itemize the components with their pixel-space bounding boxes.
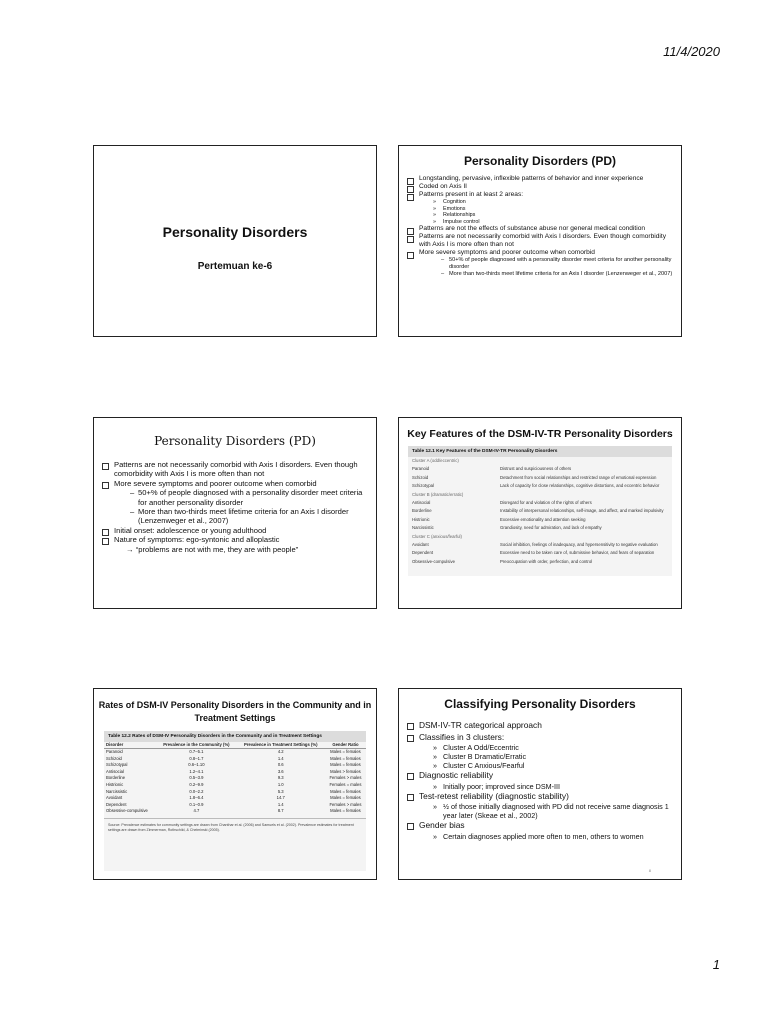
table-row xyxy=(408,457,672,465)
table-row xyxy=(104,789,366,796)
table-cell: 8.7 xyxy=(277,808,284,814)
bullet xyxy=(407,249,673,277)
disorder-name: Antisocial xyxy=(412,500,431,506)
disorder-feature xyxy=(500,491,668,499)
disorder-feature: Detachment from social relationships and restricted range of emotional expression xyxy=(500,474,657,480)
table-cell: 0.0–2.2 xyxy=(189,788,204,794)
table-row xyxy=(104,808,366,815)
table-cell: Males = females xyxy=(330,762,361,768)
table-cell: 0.5–3.9 xyxy=(189,775,204,781)
bullet-text: Test-retest reliability (diagnostic stability) xyxy=(419,790,569,801)
table-cell: Paranoid xyxy=(106,749,123,754)
table-cell: Males = females xyxy=(330,755,361,761)
table-row xyxy=(104,749,366,756)
sub-item: » Initially poor; improved since DSM-III xyxy=(433,782,673,791)
arrow-item: → “problems are not with me, they are with people” xyxy=(126,544,299,554)
rates-table xyxy=(104,731,366,871)
table-cell: Schizotypal xyxy=(106,762,128,768)
table-cell: Males = females xyxy=(330,795,361,801)
table-cell: Females > males xyxy=(329,801,362,807)
table-cell: Males = females xyxy=(330,788,361,794)
table-row xyxy=(104,782,366,789)
table-row xyxy=(408,524,672,532)
dash-item: – 50+% of people diagnosed with a personality disorder meet criteria for another personality disorder xyxy=(441,257,673,271)
disorder-name: Avoidant xyxy=(412,542,429,548)
table-cell: Schizoid xyxy=(106,755,122,761)
slide-4-heading: Key Features of the DSM-IV-TR Personality Disorders xyxy=(407,428,673,440)
table-cell: Females = males xyxy=(329,781,362,787)
slide-3-heading: Personality Disorders (PD) xyxy=(154,434,316,448)
bullet xyxy=(102,535,368,554)
disorder-feature: Distrust and suspiciousness of others xyxy=(500,466,572,472)
bullet: Patterns are not the effects of substance abuse nor general medical condition xyxy=(407,225,673,233)
table-cell: 0.8–1.7 xyxy=(189,755,204,761)
slide-2-body xyxy=(399,168,681,278)
bullet-text: More severe symptoms and poorer outcome when comorbid xyxy=(419,249,595,257)
disorder-feature: Instability of interpersonal relationships, self-image, and affect, and marked impulsivity xyxy=(500,508,664,514)
table-row xyxy=(408,533,672,541)
bullet xyxy=(407,770,673,791)
table-body xyxy=(408,457,672,566)
bullet: Longstanding, pervasive, inflexible patterns of behavior and inner experience xyxy=(407,175,673,183)
table-cell: Males = females xyxy=(330,808,361,814)
table-row xyxy=(104,802,366,809)
sub-item: » ½ of those initially diagnosed with PD did not receive same diagnosis 1 year later (Skeae et al., 2002) xyxy=(433,802,673,820)
disorder-feature: Excessive need to be taken care of, submissive behavior, and fears of separation xyxy=(500,550,655,556)
bullet xyxy=(407,732,673,771)
table-row xyxy=(408,491,672,499)
slide-footer-number: 8 xyxy=(648,868,651,873)
table-cell: Males = females xyxy=(330,749,361,754)
col-header: Prevalence in the Community (%) xyxy=(156,742,236,749)
disorder-name: Histrionic xyxy=(412,516,430,522)
table-row xyxy=(104,769,366,776)
table-row xyxy=(104,756,366,763)
disorder-feature: Lack of capacity for close relationships, cognitive distortions, and eccentric behavior xyxy=(500,483,660,489)
slide-5-rates xyxy=(93,688,377,880)
table-cell: Females > males xyxy=(329,775,362,781)
slide-2-personality-disorders xyxy=(398,145,682,337)
sub-item: » Certain diagnoses applied more often to men, others to women xyxy=(433,832,673,841)
table-cell: Histrionic xyxy=(106,781,124,787)
bullet xyxy=(407,791,673,821)
dash-item: – More than two-thirds meet lifetime criteria for an Axis I disorder (Lenzenweger et al., 2007) xyxy=(441,271,673,278)
table-row xyxy=(408,541,672,549)
table-cell: Dependent xyxy=(106,801,127,807)
dash-item: – More than two-thirds meet lifetime criteria for an Axis I disorder (Lenzenweger et al., 2007) xyxy=(130,507,368,526)
slide-4-key-features xyxy=(398,417,682,609)
table-row xyxy=(408,516,672,524)
table-cell: Borderline xyxy=(106,775,126,781)
table-caption: Table 12.1 Key Features of the DSM-IV-TR Personality Disorders xyxy=(408,446,672,457)
area-item: » Emotions xyxy=(433,206,673,213)
bullet xyxy=(407,820,673,841)
cluster-item: » Cluster A Odd/Eccentric xyxy=(433,743,673,752)
disorder-name: Cluster C (anxious/fearful) xyxy=(412,533,462,539)
table-cell: Narcissistic xyxy=(106,788,128,794)
bullet xyxy=(102,479,368,526)
key-features-table xyxy=(408,446,672,576)
table-cell: Antisocial xyxy=(106,768,124,774)
slide-1-subtitle: Pertemuan ke-6 xyxy=(197,261,273,272)
bullet-text: Gender bias xyxy=(419,820,465,830)
cluster-item: » Cluster B Dramatic/Erratic xyxy=(433,752,673,761)
table-row xyxy=(104,775,366,782)
disorder-name: Paranoid xyxy=(412,466,430,472)
disorder-feature: Social inhibition, feelings of inadequacy, and hypersensitivity to negative evaluation xyxy=(500,542,658,548)
table-row xyxy=(408,507,672,515)
bullet-text: Classifies in 3 clusters: xyxy=(419,731,505,742)
disorder-name: Borderline xyxy=(412,508,432,514)
table-cell: 14.7 xyxy=(276,795,285,801)
table-row xyxy=(408,474,672,482)
table-cell: 0.7–5.1 xyxy=(189,749,204,754)
table-cell: 4.2 xyxy=(277,749,284,754)
disorder-name: Cluster B (dramatic/erratic) xyxy=(412,491,464,497)
bullet: DSM-IV-TR categorical approach xyxy=(407,720,673,732)
table-row xyxy=(104,762,366,769)
disorder-feature: Excessive emotionality and attention seeking xyxy=(500,516,586,522)
disorder-name: Schizoid xyxy=(412,474,429,480)
slide-6-body xyxy=(399,711,681,841)
disorder-name: Cluster A (odd/eccentric) xyxy=(412,458,459,463)
table-cell: 1.8–6.4 xyxy=(189,795,204,801)
slide-3-personality-disorders xyxy=(93,417,377,609)
table-row xyxy=(408,465,672,473)
rates-grid xyxy=(104,742,366,815)
table-cell: 3.6 xyxy=(277,768,284,774)
slide-6-heading: Classifying Personality Disorders xyxy=(444,697,636,711)
area-item: » Cognition xyxy=(433,199,673,206)
table-source: Source: Prevalence estimates for community settings are drawn from Chanthar et al. (2006) and Samuels et al. (2002). Prevalence estimates for treatment settings are drawn from Zimmerman, Rothschild, & Chelminski (2005). xyxy=(104,818,366,833)
table-cell: Avoidant xyxy=(106,795,123,801)
disorder-name: Schizotypal xyxy=(412,483,434,489)
table-cell: 0.1–0.9 xyxy=(189,801,204,807)
table-row xyxy=(104,795,366,802)
slide-2-heading: Personality Disorders (PD) xyxy=(463,154,617,168)
page-number: 1 xyxy=(712,957,720,972)
bullet-text: Diagnostic reliability xyxy=(419,770,494,780)
bullet xyxy=(407,191,673,225)
slide-5-heading: Rates of DSM-IV Personality Disorders in the Community and in Treatment Settings xyxy=(98,700,372,723)
slide-1-heading: Personality Disorders xyxy=(162,224,308,240)
slide-6-classifying xyxy=(398,688,682,880)
table-cell: 0.6–1.10 xyxy=(188,762,205,768)
table-caption: Table 12.2 Rates of DSM-IV Personality Disorders in the Community and in Treatment Settings xyxy=(104,731,366,742)
slide-1-title xyxy=(93,145,377,337)
disorder-name: Narcissistic xyxy=(412,525,434,531)
col-header: Disorder xyxy=(104,742,156,749)
table-cell: 1.0 xyxy=(277,781,284,787)
table-cell: 0.6 xyxy=(277,762,284,768)
bullet-text: Patterns present in at least 2 areas: xyxy=(419,191,524,198)
table-cell: 5.3 xyxy=(277,788,284,794)
table-cell: Obsessive-compulsive xyxy=(106,808,148,814)
disorder-feature: Grandiosity, need for admiration, and lack of empathy xyxy=(500,525,602,531)
document-date: 11/4/2020 xyxy=(663,44,720,59)
disorder-feature: Preoccupation with order, perfection, and control xyxy=(500,558,593,564)
bullet-text: Nature of symptoms: ego-syntonic and alloplastic xyxy=(114,535,280,545)
table-row xyxy=(408,482,672,490)
disorder-name: Dependent xyxy=(412,550,434,556)
table-cell: 9.3 xyxy=(277,775,284,781)
table-cell: 1.2–4.1 xyxy=(189,768,204,774)
table-cell: 1.4 xyxy=(277,801,284,807)
dash-item: – 50+% of people diagnosed with a personality disorder meet criteria for another personality disorder xyxy=(130,488,368,507)
col-header: Gender Ratio xyxy=(325,742,366,749)
cluster-item: » Cluster C Anxious/Fearful xyxy=(433,761,673,770)
bullet: Coded on Axis II xyxy=(407,183,673,191)
disorder-feature xyxy=(500,533,668,541)
bullet: Patterns are not necessarily comorbid with Axis I disorders. Even though comorbidity with Axis I is more often than not xyxy=(407,233,673,249)
table-row xyxy=(408,558,672,566)
table-cell: 0.2–9.9 xyxy=(189,781,204,787)
col-header: Prevalence in Treatment Settings (%) xyxy=(237,742,325,749)
bullet: Patterns are not necessarily comorbid with Axis I disorders. Even though comorbidity with Axis I is more often than not xyxy=(102,460,368,479)
table-cell: 1.4 xyxy=(277,755,284,761)
table-cell: Males > females xyxy=(330,768,361,774)
area-item: » Relationships xyxy=(433,212,673,219)
table-row xyxy=(408,549,672,557)
area-item: » Impulse control xyxy=(433,219,673,226)
bullet-text: More severe symptoms and poorer outcome when comorbid xyxy=(114,478,317,488)
disorder-feature: Disregard for and violation of the rights of others xyxy=(500,500,592,506)
disorder-feature xyxy=(500,457,668,465)
table-cell: 4.7 xyxy=(193,808,200,814)
table-row xyxy=(408,499,672,507)
disorder-name: Obsessive-compulsive xyxy=(412,558,455,564)
bullet: Initial onset: adolescence or young adulthood xyxy=(102,526,368,535)
slide-3-body xyxy=(94,448,376,554)
